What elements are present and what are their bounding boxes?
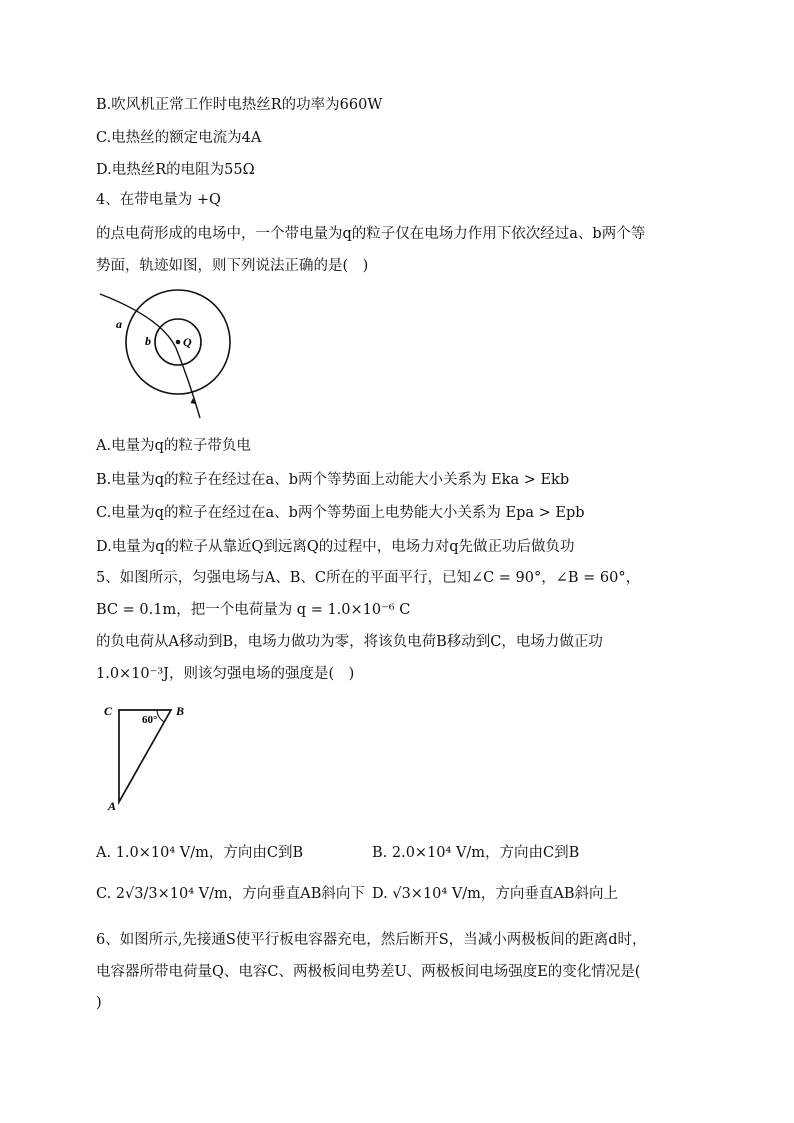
q5-stem-line1: 5、如图所示，匀强电场与A、B、C所在的平面平行，已知∠C = 90°，∠B = 60°， <box>96 570 641 586</box>
q5-option-a: A. 1.0×10⁴ V/m，方向由C到B <box>96 845 304 861</box>
q6-stem-line1: 6、如图所示,先接通S使平行板电容器充电，然后断开S，当减小两极板间的距离d时， <box>96 932 647 948</box>
q4-equipotential-figure <box>92 288 242 422</box>
angle-label: 60° <box>142 714 158 726</box>
angle-arc <box>157 710 164 722</box>
q4-stem-line2: 的点电荷形成的电场中，一个带电量为q的粒子仅在电场力作用下依次经过a、b两个等 <box>96 226 646 242</box>
label-b: b <box>145 334 151 348</box>
q4-option-a: A.电量为q的粒子带负电 <box>96 438 251 454</box>
q5-option-c: C. 2√3/3×10⁴ V/m，方向垂直AB斜向下 <box>96 886 365 902</box>
label-a: A <box>108 799 117 813</box>
q5-option-d: D. √3×10⁴ V/m，方向垂直AB斜向上 <box>372 886 619 902</box>
point-charge-dot <box>176 340 181 345</box>
q5-option-b: B. 2.0×10⁴ V/m，方向由C到B <box>372 845 580 861</box>
label-q: Q <box>183 335 192 349</box>
q4-option-b: B.电量为q的粒子在经过在a、b两个等势面上动能大小关系为 Eka > Ekb <box>96 472 570 488</box>
q5-triangle-figure <box>100 698 200 816</box>
label-b: B <box>176 704 185 718</box>
particle-trajectory <box>100 294 200 418</box>
q3-option-b: B.吹风机正常工作时电热丝R的功率为660W <box>96 97 383 113</box>
q4-option-c: C.电量为q的粒子在经过在a、b两个等势面上电势能大小关系为 Epa > Epb <box>96 505 585 521</box>
q5-stem-line4: 1.0×10⁻³J，则该匀强电场的强度是( ) <box>96 666 355 682</box>
q4-option-d: D.电量为q的粒子从靠近Q到远离Q的过程中，电场力对q先做正功后做负功 <box>96 539 575 555</box>
q5-stem-line2: BC = 0.1m，把一个电荷量为 q = 1.0×10⁻⁶ C <box>96 602 411 618</box>
q4-stem-line1: 4、在带电量为 +Q <box>96 192 221 208</box>
q6-stem-line3: ) <box>96 995 102 1011</box>
q6-stem-line2: 电容器所带电荷量Q、电容C、两极板间电势差U、两极板间电场强度E的变化情况是( <box>96 964 641 980</box>
label-c: C <box>104 704 113 718</box>
q3-option-d: D.电热丝R的电阻为55Ω <box>96 162 255 178</box>
label-a: a <box>116 317 122 331</box>
q5-stem-line3: 的负电荷从A移动到B，电场力做功为零，将该负电荷B移动到C，电场力做正功 <box>96 634 603 650</box>
q4-stem-line3: 势面，轨迹如图，则下列说法正确的是( ) <box>96 258 369 274</box>
q3-option-c: C.电热丝的额定电流为4A <box>96 130 262 146</box>
